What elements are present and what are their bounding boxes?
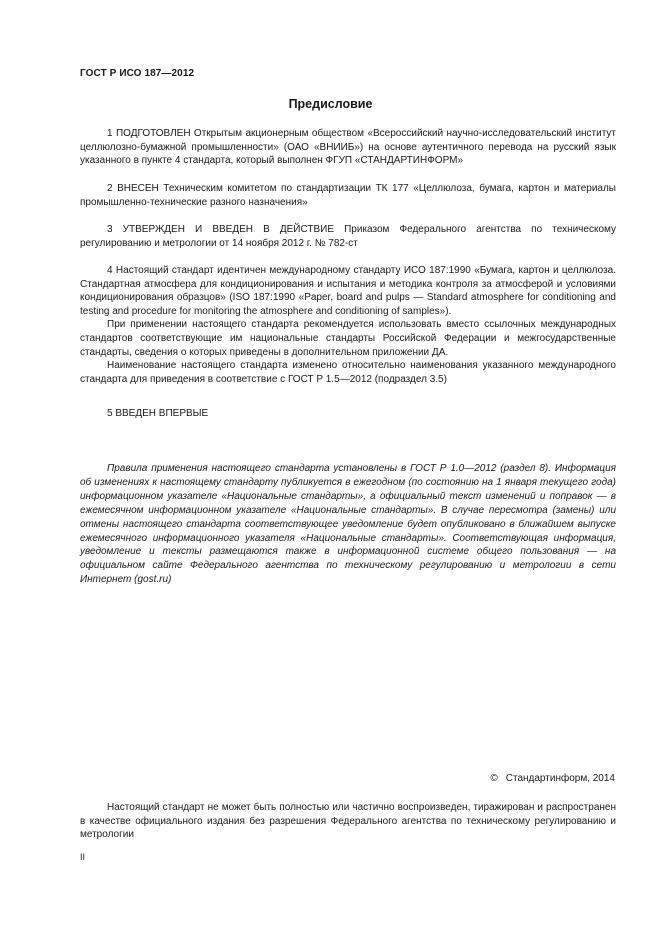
document-code-header: ГОСТ Р ИСО 187—2012 — [80, 68, 195, 79]
section-3 — [80, 223, 616, 250]
section-4 — [80, 264, 616, 386]
section-4-paragraph-3: Наименование настоящего стандарта изменено относительно наименования указанного международного стандарта для приведения в соответствие с ГОСТ Р 1.5—2012 (подраздел 3.5) — [80, 360, 616, 385]
copyright-symbol: © — [490, 773, 498, 784]
section-5 — [80, 407, 616, 421]
section-4-paragraph-1: 4 Настоящий стандарт идентичен международному стандарту ИСО 187:1990 «Бумага, картон и целлюлоза. Стандартная атмосфера для кондиционирования и испытания и методика контроля за атмосферой и условиями кондиционирования образцов» (ISO 187:1990 «Paper, board and pulps — Standard atmosphere for conditioning and testing and procedure for monitoring the atmosphere and conditioning of samples»). — [80, 265, 616, 317]
section-2-text: 2 ВНЕСЕН Техническим комитетом по стандартизации ТК 177 «Целлюлоза, бумага, картон и материалы промышленно-технические разного назначения» — [80, 183, 616, 208]
section-5-text: 5 ВВЕДЕН ВПЕРВЫЕ — [107, 408, 209, 419]
section-2 — [80, 182, 616, 209]
page-title: Предисловие — [288, 97, 373, 111]
section-3-text: 3 УТВЕРЖДЕН И ВВЕДЕН В ДЕЙСТВИЕ Приказом Федерального агентства по техническому регулированию и метрологии от 14 ноября 2012 г. № 782-ст — [80, 224, 616, 249]
copyright-line — [490, 773, 615, 784]
section-4-paragraph-2: При применении настоящего стандарта рекомендуется использовать вместо ссылочных международных стандартов соответствующие им национальные стандарты Российской Федерации и межгосударственные стандарты, сведения о которых приведены в дополнительном приложении ДА. — [80, 319, 616, 358]
reproduction-notice — [80, 801, 616, 842]
usage-notice — [80, 462, 616, 587]
section-1-text: 1 ПОДГОТОВЛЕН Открытым акционерным обществом «Всероссийский научно-исследовательский институт целлюлозно-бумажной промышленности» (ОАО «ВНИИБ») на основе аутентичного перевода на русский язык указанного в пункте 4 стандарта, который выполнен ФГУП «СТАНДАРТИНФОРМ» — [80, 128, 616, 167]
copyright-text: Стандартинформ, 2014 — [505, 773, 615, 784]
page-number: II — [80, 852, 86, 862]
section-1 — [80, 127, 616, 168]
reproduction-notice-text: Настоящий стандарт не может быть полностью или частично воспроизведен, тиражирован и распространен в качестве официального издания без разрешения Федерального агентства по техническому регулированию и метрологии — [80, 802, 616, 841]
usage-notice-text: Правила применения настоящего стандарта установлены в ГОСТ Р 1.0—2012 (раздел 8). Информация об изменениях к настоящему стандарту публикуется в ежегодном (по состоянию на 1 января текущего года) информационном указателе «Национальные стандарты», а официальный текст изменений и поправок — в ежемесячном информационном указателе «Национальные стандарты». В случае пересмотра (замены) или отмены настоящего стандарта соответствующее уведомление будет опубликовано в ближайшем выпуске ежемесячного информационного указателя «Национальные стандарты». Соответствующая информация, уведомление и тексты размещаются также в информационной системе общего пользования — на официальном сайте Федерального агентства по техническому регулированию и метрологии в сети Интернет (gost.ru) — [80, 463, 616, 586]
